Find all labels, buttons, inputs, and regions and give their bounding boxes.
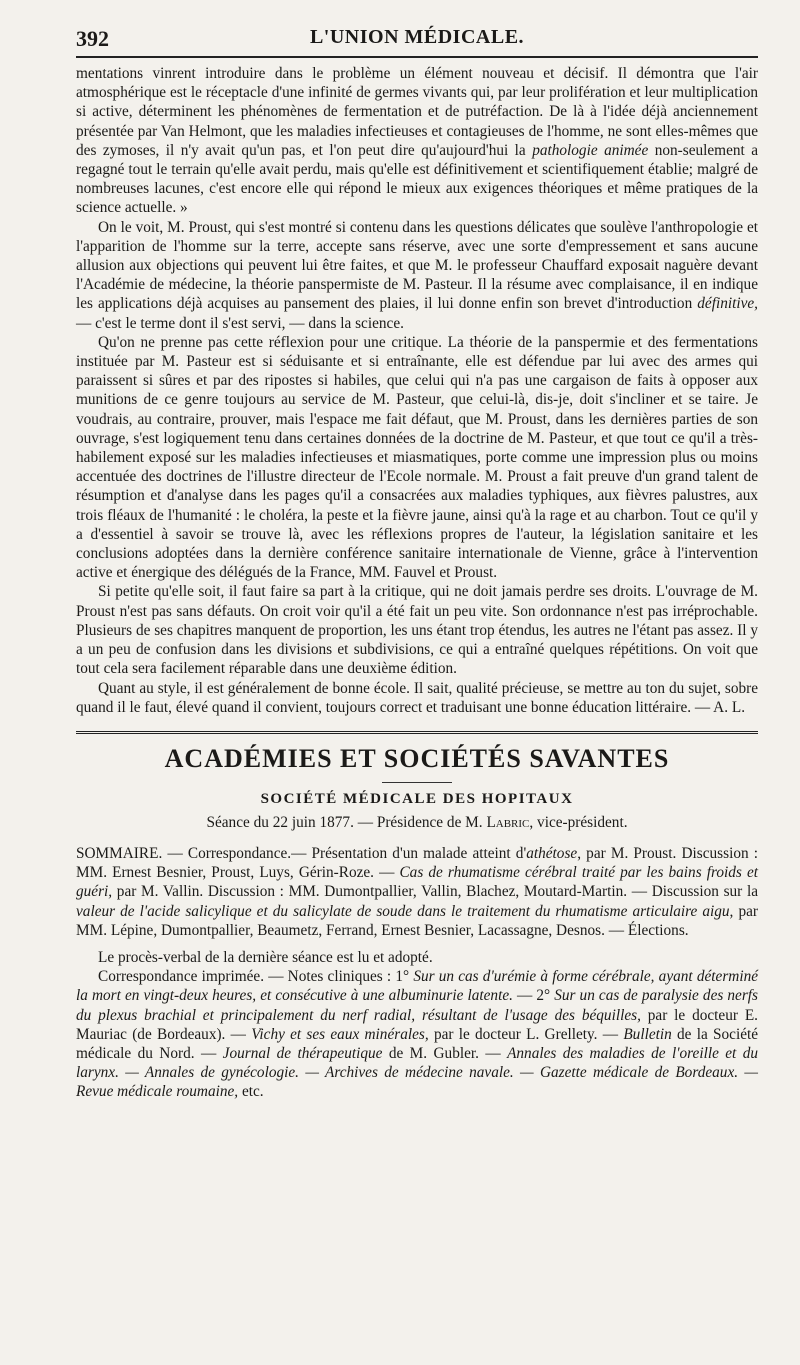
journal-title: L'UNION MÉDICALE.: [309, 26, 525, 48]
page-header: [76, 0, 758, 56]
article-paragraph: Qu'on ne prenne pas cette réflexion pour une critique. La théorie de la panspermie et des fermentations instituée par M. Pasteur est si séduisante et si entraînante, elle est défendue par lui avec des armes qui paraissent si sûres et par des ripostes si habiles, que celui qui n'a pas une cargaison de faits à opposer aux munitions de ce genre toujours au service de M. Pasteur, que celui-là, dis-je, doit s'incliner et se taire. Je voudrais, au contraire, prouver, mais l'espace me fait défaut, que M. Proust, dans les dernières parties de son ouvrage, s'est logiquement tenu dans certaines données de la doctrine de M. Pasteur, et que tout ce qu'il a très-habilement exposé sur les maladies infectieuses et miasmatiques, porte comme une impression plus ou moins accentuée des doctrines de l'illustre directeur de l'Ecole normale. M. Proust a fait preuve d'un grand talent de résumption et d'analyse dans les pages qu'il a consacrées aux maladies typhiques, aux fièvres palustres, aux trois fléaux de l'humanité : le choléra, la peste et la fièvre jaune, ainsi qu'à la rage et au charbon. Tout ce qu'il y a d'essentiel à savoir se trouve là, avec les réflexions propres de l'auteur, la législation sanitaire et les conclusions adoptées dans la dernière conférence sanitaire internationale de Vienne, grâce à l'intervention active et énergique des délégués de la France, MM. Fauvel et Proust.: [76, 333, 758, 582]
society-title: SOCIÉTÉ MÉDICALE DES HOPITAUX: [260, 790, 574, 807]
article-paragraph: mentations vinrent introduire dans le problème un élément nouveau et décisif. Il démontra que l'air atmosphérique est le réceptacle d'une infinité de germes vivants qui, par leur prolifération et leur multiplication si active, déterminent les phénomènes de fermentation et de putréfaction. De là à l'idée déjà anciennement présentée par Van Helmont, que les maladies infectieuses et contagieuses de l'homme, ne sont elles-mêmes que des zymoses, il n'y avait qu'un pas, et l'on peut dire qu'aujourd'hui la pathologie animée non-seulement a regagné tout le terrain qu'elle avait perdu, mais qu'elle est définitivement et scientifiquement établie; malgré de nombreuses lacunes, c'est encore elle qui répond le mieux aux exigences théoriques et même pratiques de la science actuelle. »: [76, 65, 758, 217]
proceedings-body: [76, 948, 758, 1102]
article-paragraph: On le voit, M. Proust, qui s'est montré si contenu dans les questions délicates que soulève l'anthropologie et l'apparition de l'homme sur la terre, accepte sans réserve, avec une sorte d'empressement et sans aucune allusion aux objections qui peuvent lui être faites, et que M. le professeur Chauffard exposait naguère devant l'Académie de médecine, la théorie panspermiste de M. Pasteur. Il la résume avec complaisance, il en indique les applications déjà acquises au pansement des plaies, il lui donne enfin son brevet d'introduction définitive, — c'est le terme dont il s'est servi, — dans la science.: [76, 218, 758, 332]
section-divider: [76, 731, 758, 734]
article-body: [76, 64, 758, 717]
proceedings-paragraph: Le procès-verbal de la dernière séance est lu et adopté.: [98, 948, 433, 966]
page-number: 392: [76, 26, 109, 51]
section-title: ACADÉMIES ET SOCIÉTÉS SAVANTES: [164, 743, 670, 773]
article-paragraph: Si petite qu'elle soit, il faut faire sa part à la critique, qui ne doit jamais perdre ses droits. L'ouvrage de M. Proust n'est pas sans défauts. On croit voir qu'il a été fait un peu vite. Son ordonnance n'est pas irréprochable. Plusieurs de ses chapitres manquent de proportion, les uns étant trop étendus, les autres ne l'étant pas assez. Il y a un peu de confusion dans les divisions et subdivisions, ce qui a entraîné quelques répétitions. On voit que tout cela sera facilement réparable dans une deuxième édition.: [76, 583, 758, 678]
article-paragraph: Quant au style, il est généralement de bonne école. Il sait, qualité précieuse, se mettre au ton du sujet, sobre quand il le faut, élevé quand il convient, toujours correct et traduisant une bonne éducation littéraire. — A. L.: [76, 679, 758, 716]
sommaire-label: SOMMAIRE.: [76, 844, 163, 862]
title-underline: [382, 782, 452, 783]
proceedings-paragraph: Correspondance imprimée. — Notes cliniques : 1° Sur un cas d'urémie à forme cérébrale, ayant déterminé la mort en vingt-deux heures, et consécutive à une albuminurie latente. — 2° Sur un cas de paralysie des nerfs du plexus brachial et principalement du nerf radial, résultant de l'usage des béquilles, par le docteur E. Mauriac (de Bordeaux). — Vichy et ses eaux minérales, par le docteur L. Grellety. — Bulletin de la Société médicale du Nord. — Journal de thérapeutique de M. Gubler. — Annales des maladies de l'oreille et du larynx. — Annales de gynécologie. — Archives de médecine navale. — Gazette médicale de Bordeaux. — Revue médicale roumaine, etc.: [76, 968, 759, 1101]
sommaire: SOMMAIRE. — Correspondance.— Présentation d'un malade atteint d'athétose, par M. Proust. Discussion : MM. Ernest Besnier, Proust, Luys, Gérin-Roze. — Cas de rhumatisme cérébral traité par les bains froids et guéri, par M. Vallin. Discussion : MM. Dumontpallier, Vallin, Blachez, Moutard-Martin. — Discussion sur la valeur de l'acide salicylique et du salicylate de soude dans le traitement du rhumatisme articulaire aigu, par MM. Lépine, Dumontpallier, Beaumetz, Ferrand, Ernest Besnier, Lacassagne, Desnos. — Élections.: [76, 844, 759, 939]
seance-line: Séance du 22 juin 1877. — Présidence de M. Labric, vice-président.: [206, 813, 628, 831]
header-rule: [76, 56, 758, 58]
